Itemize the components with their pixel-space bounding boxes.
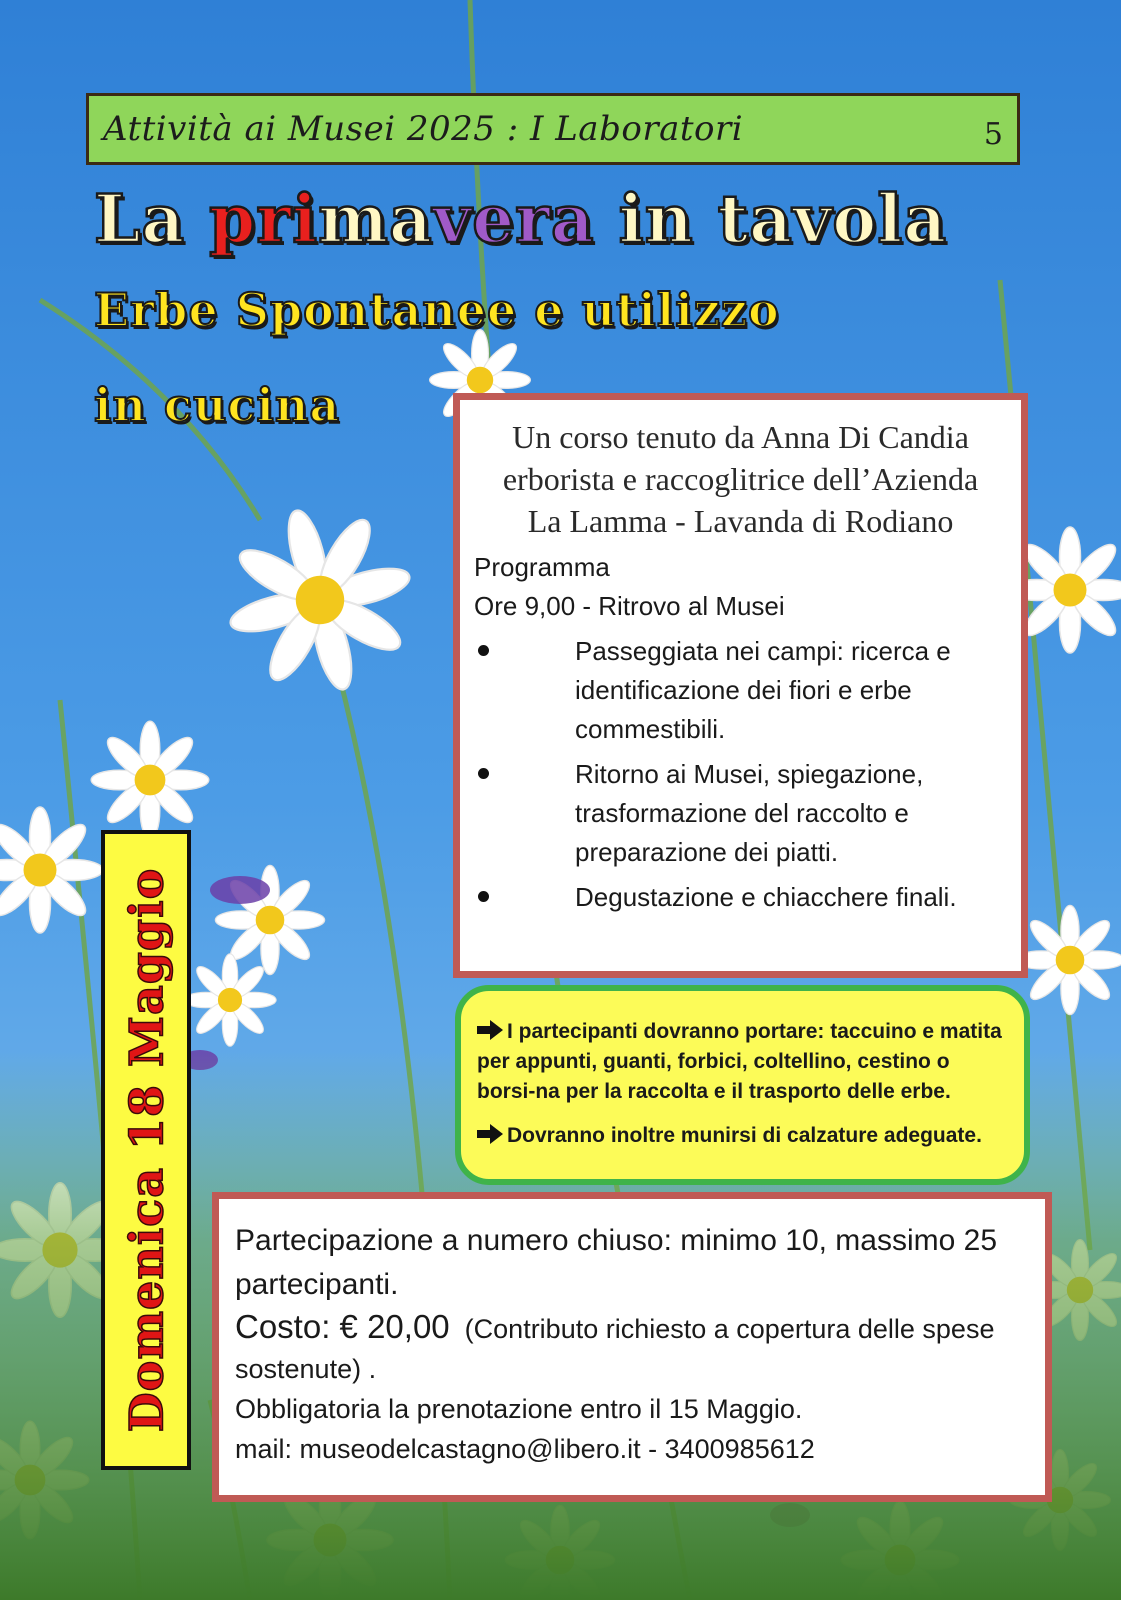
program-item-text: Degustazione e chiacchere finali. — [575, 882, 957, 912]
program-heading: Programma — [474, 552, 610, 582]
title-part-4: vera — [432, 180, 595, 258]
program-item-text: Ritorno ai Musei, spiegazione, trasformazione del raccolto e preparazione dei piatti. — [575, 759, 924, 867]
booking-text: Obbligatoria la prenotazione entro il 15 Maggio. — [235, 1394, 803, 1424]
contact-text: mail: museodelcastagno@libero.it - 3400985612 — [235, 1434, 815, 1464]
page-number: 5 — [983, 116, 1003, 152]
title-part-3: ma — [318, 180, 433, 258]
course-intro-line-1: Un corso tenuto da Anna Di Candia — [512, 419, 969, 455]
program-item — [474, 878, 1007, 917]
header-title: Attività ai Musei 2025 : I Laboratori — [103, 109, 744, 149]
cost-line — [235, 1307, 1029, 1389]
title-part-1: La — [94, 180, 210, 258]
note-item-text: Dovranno inoltre munirsi di calzature adeguate. — [507, 1124, 982, 1147]
requirements-note — [455, 985, 1030, 1185]
note-item — [477, 1121, 1010, 1151]
bullet-icon — [478, 645, 489, 656]
course-box — [453, 393, 1028, 978]
note-item-text: I partecipanti dovranno portare: taccuino e matita per appunti, guanti, forbici, coltellino, cestino o borsi-na per la raccolta e il trasporto delle erbe. — [477, 1020, 1002, 1103]
course-intro-line-2: erborista e raccoglitrice dell’Azienda — [502, 461, 979, 497]
event-date: Domenica 18 Maggio — [119, 867, 173, 1433]
program-item — [474, 755, 1007, 872]
subtitle-line-1: Erbe Spontanee e utilizzo — [94, 283, 780, 337]
title-part-5: in tavola — [594, 180, 948, 258]
subtitle-line-2: in cucina — [94, 378, 341, 432]
participation-text: Partecipazione a numero chiuso: minimo 10, massimo 25 partecipanti. — [235, 1224, 998, 1301]
program-item-text: Passeggiata nei campi: ricerca e identificazione dei fiori e erbe commestibili. — [575, 636, 951, 744]
course-intro — [474, 416, 1007, 542]
info-box — [212, 1192, 1052, 1502]
program-meeting-time: Ore 9,00 - Ritrovo al Musei — [474, 591, 785, 621]
program-list — [474, 632, 1007, 917]
bullet-icon — [478, 768, 489, 779]
program-item — [474, 632, 1007, 749]
cost-note: (Contributo richiesto a copertura delle spese sostenute) . — [235, 1314, 995, 1384]
bullet-icon — [478, 891, 489, 902]
cost-label: Costo: € 20,00 — [235, 1308, 450, 1345]
arrow-right-icon — [477, 1124, 503, 1144]
title-part-2: pri — [209, 180, 319, 258]
page-title — [94, 180, 1034, 258]
arrow-right-icon — [477, 1020, 503, 1040]
course-intro-line-3: La Lamma - Lavanda di Rodiano — [527, 503, 954, 539]
note-item — [477, 1017, 1010, 1107]
date-band — [101, 830, 191, 1470]
header-bar — [86, 93, 1020, 165]
